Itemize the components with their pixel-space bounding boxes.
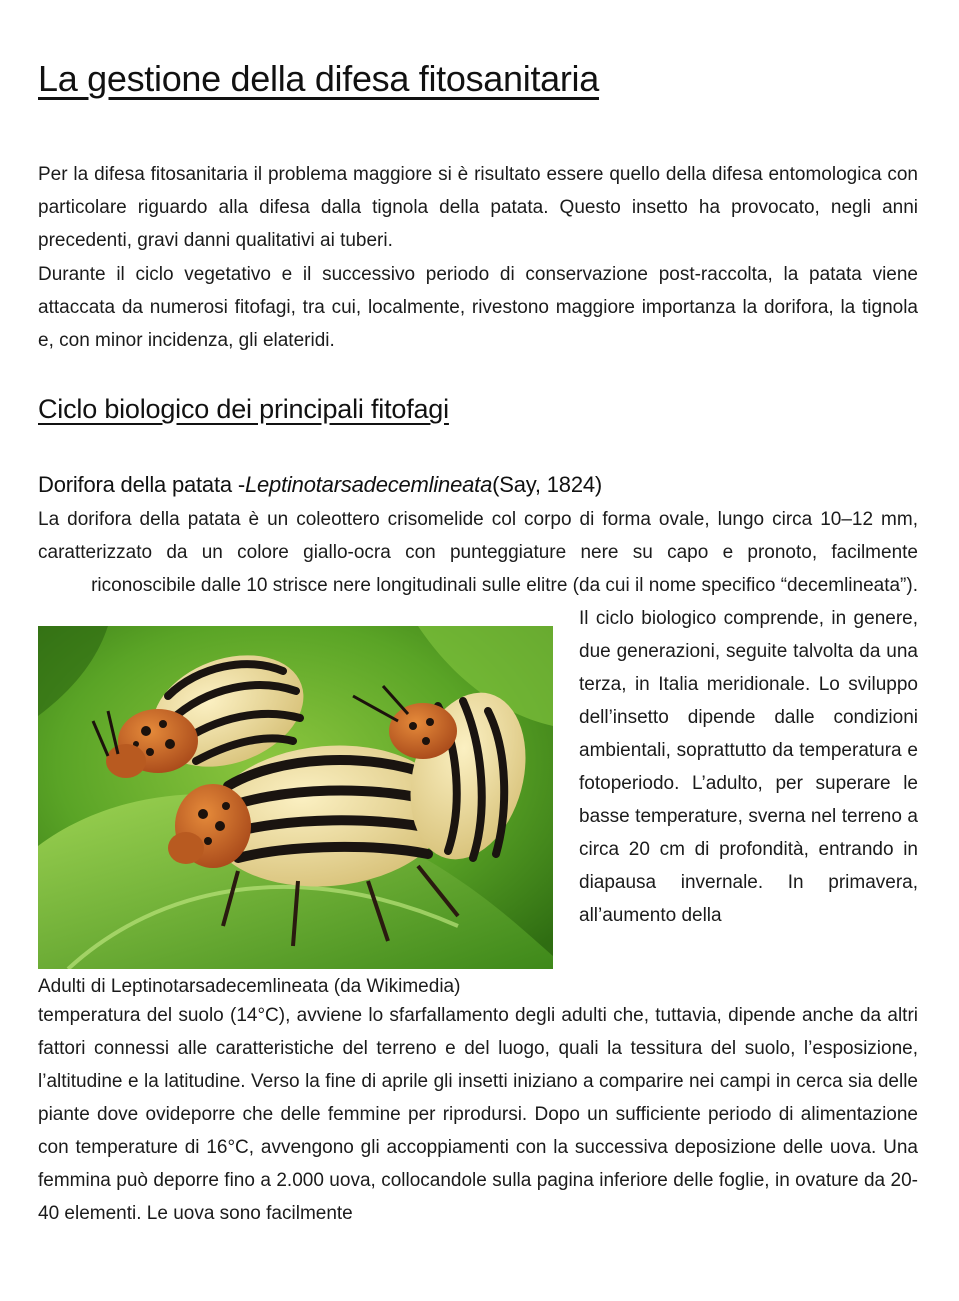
intro-paragraph-1: Per la difesa fitosanitaria il problema maggiore si è risultato essere quello della difesa entomologica con particolare riguardo alla difesa dalla tignola della patata. Questo insetto ha provocato, negli anni precedenti, gravi danni qualitativi ai tuberi. [38, 164, 918, 251]
image-caption: Adulti di Leptinotarsadecemlineata (da Wikimedia) [38, 976, 461, 997]
dorifora-continuation: temperatura del suolo (14°C), avviene lo sfarfallamento degli adulti che, tuttavia, dipende anche da altri fattori connessi alle caratteristiche del terreno e del luogo, quali la tessitura del suolo, l’esposizione, l’altitudine e la latitudine. Verso la fine di aprile gli insetti iniziano a comparire nei campi in cerca sia delle piante dove ovideporre che delle femmine per riprodursi. Dopo un sufficiente periodo di alimentazione con temperature di 16°C, avvengono gli accoppiamenti con la successiva deposizione delle uova. Una femmina può deporre fino a 2.000 uova, collocandole sulla pagina inferiore delle foglie, in ovature da 20-40 elementi. Le uova sono facilmente [38, 1005, 918, 1224]
intro-paragraph-2: Durante il ciclo vegetativo e il successivo periodo di conservazione post-raccolta, la patata viene attaccata da numerosi fitofagi, tra cui, localmente, rivestono maggiore importanza la dorifora, la tignola e, con minor incidenza, gli elateridi. [38, 264, 918, 351]
section-title: Ciclo biologico dei principali fitofagi [38, 394, 449, 424]
dorifora-side-paragraph: Il ciclo biologico comprende, in genere, due generazioni, seguite talvolta da una terza, in Italia meridionale. Lo sviluppo dell’insetto dipende dalle condizioni ambientali, soprattutto da temperatura e fotoperiodo. L’adulto, per superare le basse temperature, sverna nel terreno a circa 20 cm di profondità, entrando in diapausa invernale. In primavera, all’aumento della [579, 608, 918, 926]
subsection-suffix: (Say, 1824) [492, 472, 603, 497]
page-title: La gestione della difesa fitosanitaria [38, 58, 599, 99]
dorifora-paragraph: La dorifora della patata è un coleottero crisomelide col corpo di forma ovale, lungo circa 10–12 mm, caratterizzato da un colore giallo-ocra con punteggiature nere su capo e pronoto, facilmente riconoscibile dalle 10 strisce nere longitudinali sulle elitre (da cui il nome specifico “decemlineata”). [38, 509, 918, 596]
scientific-name: Leptinotarsadecemlineata [244, 472, 493, 497]
beetles-photo [38, 626, 553, 969]
subsection-prefix: Dorifora della patata - [38, 472, 245, 497]
subsection-title [38, 472, 602, 498]
beetles-illustration [38, 626, 553, 969]
